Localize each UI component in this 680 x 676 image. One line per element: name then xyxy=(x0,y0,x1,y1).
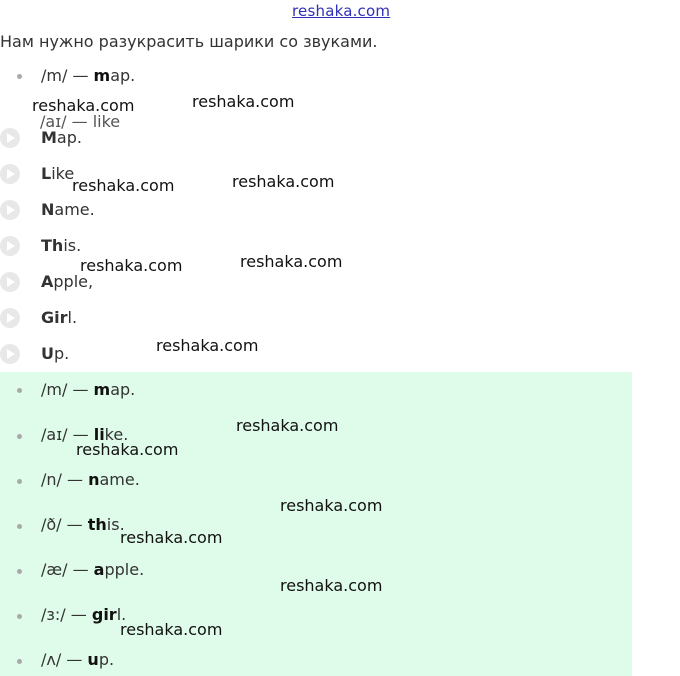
answer-item: /ð/ — this. xyxy=(41,515,125,534)
watermark: reshaka.com xyxy=(240,252,343,271)
watermark: reshaka.com xyxy=(280,576,383,595)
word-item: Map. xyxy=(41,128,82,147)
bullet xyxy=(17,74,22,79)
word-item: Like xyxy=(41,164,75,183)
word-item: Up. xyxy=(41,344,70,363)
watermark: reshaka.com xyxy=(232,172,335,191)
cut-list-item: /aɪ/ — like xyxy=(40,112,121,131)
bullet xyxy=(17,569,22,574)
answer-item: /n/ — name. xyxy=(41,470,140,489)
watermark: reshaka.com xyxy=(236,416,339,435)
play-icon[interactable] xyxy=(0,128,20,148)
watermark: reshaka.com xyxy=(72,176,175,195)
play-icon[interactable] xyxy=(0,236,20,256)
word-item: Apple, xyxy=(41,272,94,291)
answer-item: /ʌ/ — up. xyxy=(41,650,115,669)
play-icon[interactable] xyxy=(0,308,20,328)
answer-item: /æ/ — apple. xyxy=(41,560,145,579)
word-item: This. xyxy=(41,236,82,255)
answer-item: /m/ — map. xyxy=(41,380,136,399)
play-icon[interactable] xyxy=(0,200,20,220)
list-item: /m/ — map. xyxy=(41,66,136,85)
answer-item: /aɪ/ — like. xyxy=(41,425,129,444)
answer-item: /ɜ:/ — girl. xyxy=(41,605,127,624)
play-icon[interactable] xyxy=(0,272,20,292)
bullet xyxy=(17,479,22,484)
watermark: reshaka.com xyxy=(120,620,223,639)
watermark: reshaka.com xyxy=(156,336,259,355)
play-icon[interactable] xyxy=(0,164,20,184)
watermark: reshaka.com xyxy=(120,528,223,547)
bullet xyxy=(17,434,22,439)
word-item: Name. xyxy=(41,200,95,219)
watermark: reshaka.com xyxy=(192,92,295,111)
bullet xyxy=(17,388,22,393)
bullet xyxy=(17,659,22,664)
watermark: reshaka.com xyxy=(32,96,135,115)
intro-text: Нам нужно разукрасить шарики со звуками. xyxy=(0,32,378,51)
bullet xyxy=(17,524,22,529)
bullet xyxy=(17,614,22,619)
top-watermark[interactable]: reshaka.com xyxy=(292,2,391,20)
watermark: reshaka.com xyxy=(80,256,183,275)
play-icon[interactable] xyxy=(0,344,20,364)
watermark: reshaka.com xyxy=(76,440,179,459)
word-item: Girl. xyxy=(41,308,78,327)
watermark: reshaka.com xyxy=(280,496,383,515)
